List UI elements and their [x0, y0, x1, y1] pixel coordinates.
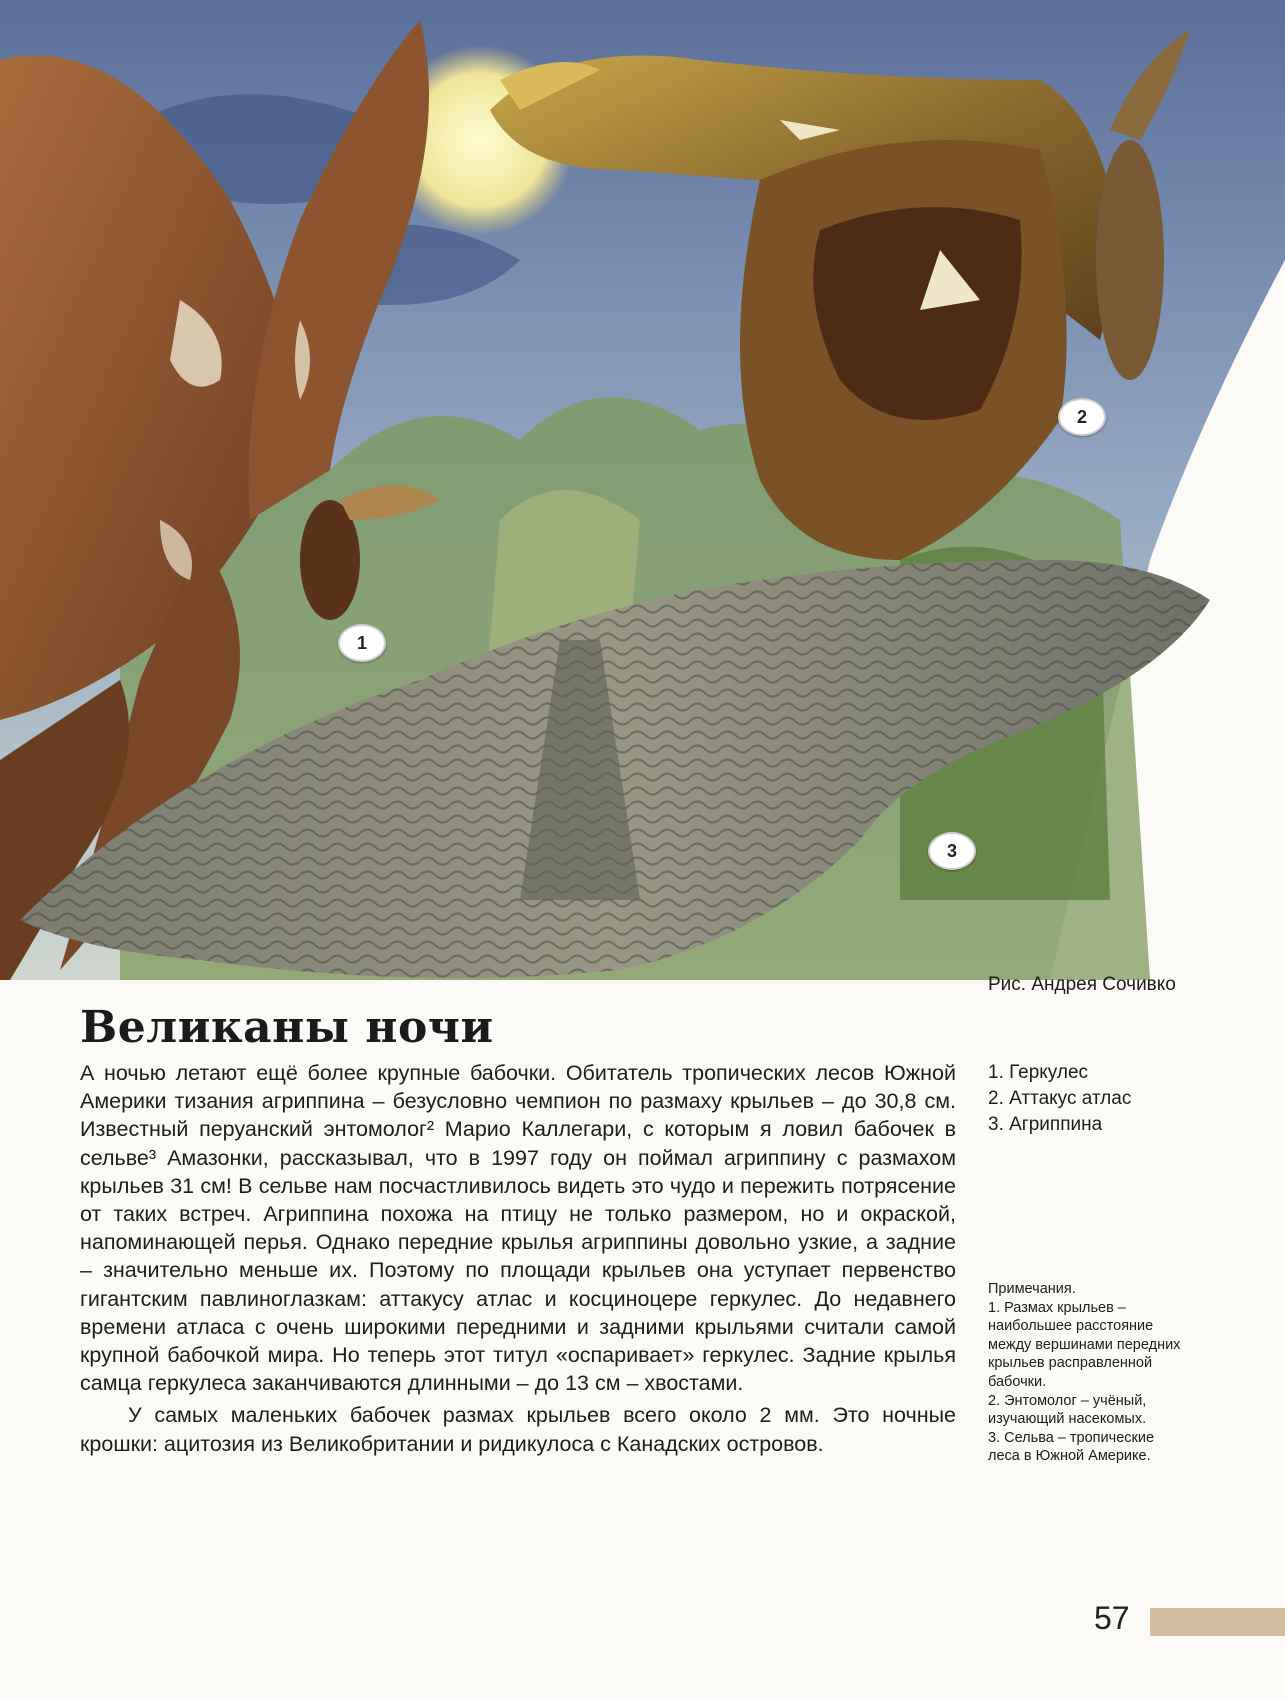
article-title: Великаны ночи	[80, 1002, 494, 1053]
legend-item: 1. Геркулес	[988, 1062, 1089, 1083]
footnotes	[988, 1280, 1182, 1466]
footnote: 1. Размах крыльев – наибольшее расстояние между вершинами передних крыльев расправленной бабочки.	[988, 1299, 1181, 1390]
legend-item: 3. Агриппина	[988, 1114, 1103, 1135]
article-paragraph: А ночью летают ещё более крупные бабочки. Обитатель тропических лесов Южной Америки тизания агриппина – безусловно чемпион по размаху крыльев – до 30,8 см. Известный перуанский энтомолог² Марио Каллегари, с которым я ловил бабочек в сельве³ Амазонки, рассказывал, что в 1997 году он поймал агриппину с размахом крыльев 31 см! В сельве нам посчастливилось видеть это чудо и пережить потрясение от таких встреч. Агриппина похожа на птицу не только размером, но и окраской, напоминающей перья. Однако передние крылья агриппины довольно узкие, а задние – значительно меньше их. Поэтому по площади крыльев она уступает первенство гигантским павлиноглазкам: аттакусу атлас и косциноцере геркулес. До недавнего времени атласа с очень широкими передними и задними крыльями считали самой крупной бабочкой мира. Но теперь этот титул «оспаривает» геркулес. Задние крылья самца геркулеса заканчиваются длинными – до 13 см – хвостами.	[80, 1061, 956, 1396]
article-paragraph: У самых маленьких бабочек размах крыльев всего около 2 мм. Это ночные крошки: ацитозия из Великобритании и ридикулоса с Канадских островов.	[80, 1403, 956, 1456]
footnote: 3. Сельва – тропические леса в Южной Америке.	[988, 1429, 1155, 1465]
page-number: 57	[1094, 1600, 1130, 1636]
legend-item: 2. Аттакус атлас	[988, 1088, 1132, 1109]
figure-marker-3: 3	[928, 832, 976, 870]
article-body	[80, 1059, 956, 1458]
figure-legend	[988, 1060, 1228, 1138]
footnotes-heading: Примечания.	[988, 1281, 1076, 1297]
figure-marker-1: 1	[338, 624, 386, 662]
page-accent-bar	[1150, 1608, 1285, 1636]
figure-marker-2: 2	[1058, 398, 1106, 436]
illustration-credit: Рис. Андрея Сочивко	[988, 974, 1176, 995]
footnote: 2. Энтомолог – учёный, изучающий насекомых.	[988, 1392, 1147, 1428]
